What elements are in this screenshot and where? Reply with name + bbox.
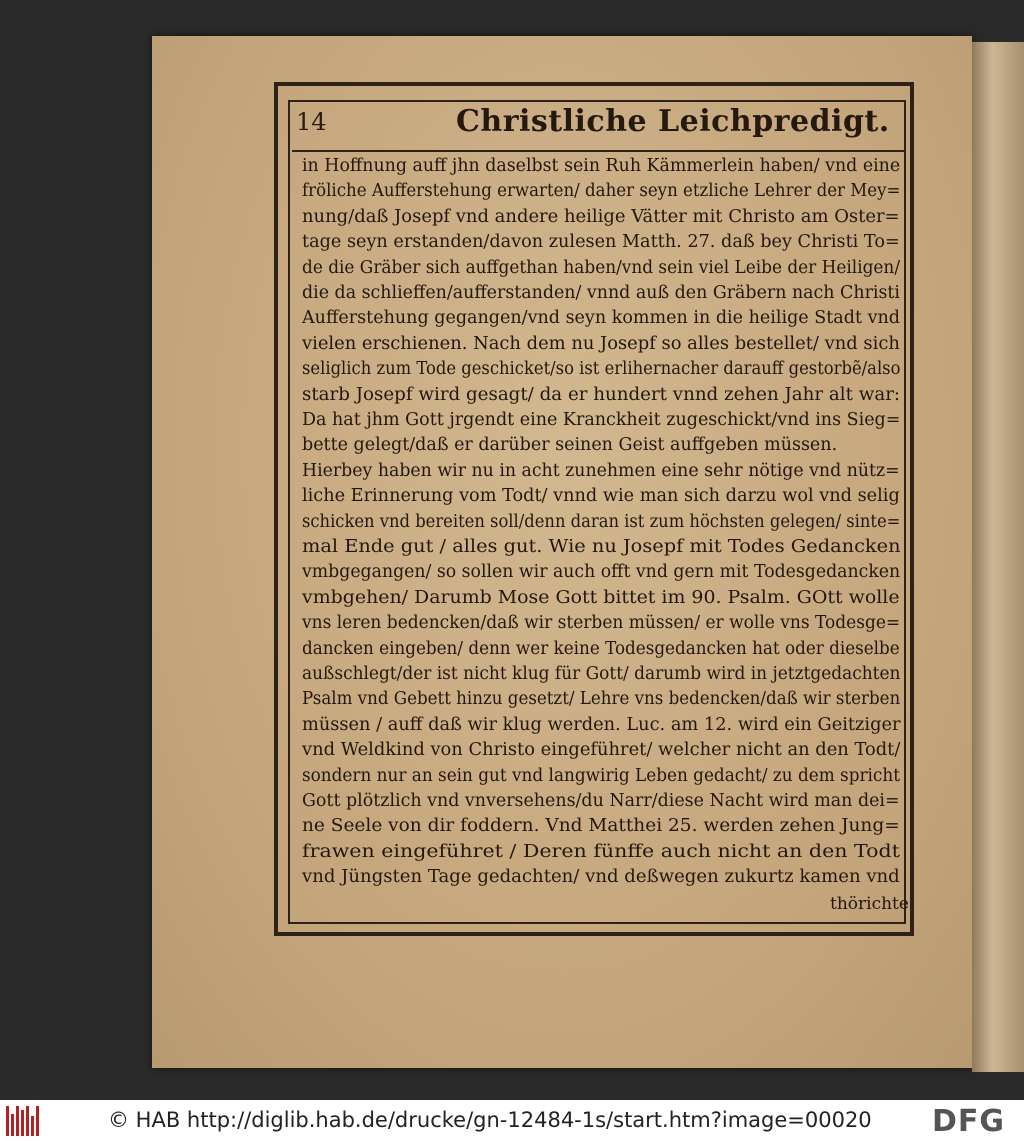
text-line: in Hoffnung auff jhn daselbst sein Ruh Kämmerlein haben/ vnd eine <box>302 156 901 176</box>
viewer-footer <box>0 1100 1024 1141</box>
text-line: de die Gräber sich auffgethan haben/vnd sein viel Leibe der Heiligen/ <box>302 257 901 278</box>
text-line: ne Seele von dir foddern. Vnd Matthei 25. werden zehen Jung= <box>302 816 900 837</box>
text-line: fröliche Aufferstehung erwarten/ daher seyn etzliche Lehrer der Mey= <box>302 181 901 202</box>
text-line: vmbgegangen/ so sollen wir auch offt vnd gern mit Todesgedancken <box>302 562 901 583</box>
text-line: vnd Weldkind von Christo eingeführet/ welcher nicht an den Todt/ <box>302 740 901 761</box>
text-line: sondern nur an sein gut vnd langwirig Leben gedacht/ zu dem spricht <box>302 765 900 786</box>
text-line: frawen eingeführet / Deren fünffe auch nicht an den Todt <box>302 841 900 862</box>
text-line: müssen / auff daß wir klug werden. Luc. am 12. wird ein Geitziger <box>302 714 901 735</box>
body-text <box>302 152 904 892</box>
catchword: thörichte <box>830 894 909 914</box>
text-line: nung/daß Josepf vnd andere heilige Vätter mit Christo am Oster= <box>302 206 900 227</box>
text-line: Hierbey haben wir nu in acht zunehmen eine sehr nötige vnd nütz= <box>302 460 900 481</box>
text-line: tage seyn erstanden/davon zulesen Matth. 27. daß bey Christi To= <box>302 232 900 253</box>
text-line: vielen erschienen. Nach dem nu Josepf so alles bestellet/ vnd sich <box>302 333 900 354</box>
text-line: vnd Jüngsten Tage gedachten/ vnd deßwegen zukurtz kamen vnd <box>302 867 900 888</box>
running-head: Christliche Leichpredigt. <box>456 104 890 139</box>
copyright-link[interactable]: © HAB http://diglib.hab.de/drucke/gn-12484-1s/start.htm?image=00020 <box>108 1108 872 1132</box>
text-line: liche Erinnerung vom Todt/ vnnd wie man sich darzu wol vnd selig <box>302 486 900 507</box>
text-line: Psalm vnd Gebett hinzu gesetzt/ Lehre vns bedencken/daß wir sterben <box>302 689 901 710</box>
text-line: außschlegt/der ist nicht klug für Gott/ darumb wird in jetztgedachten <box>302 664 901 684</box>
text-line: vns leren bedencken/daß wir sterben müssen/ er wolle vns Todesge= <box>302 613 901 634</box>
page-number: 14 <box>296 108 327 136</box>
dfg-logo: DFG <box>932 1104 1006 1139</box>
text-line: Da hat jhm Gott jrgendt eine Kranckheit zugeschickt/vnd ins Sieg= <box>302 410 901 430</box>
text-line: starb Josepf wird gesagt/ da er hundert vnnd zehen Jahr alt war: <box>302 384 901 405</box>
hab-logo-icon <box>6 1106 46 1136</box>
text-line: die da schlieffen/aufferstanden/ vnnd auß den Gräbern nach Christi <box>302 283 900 303</box>
text-line: Gott plötzlich vnd vnversehens/du Narr/diese Nacht wird man dei= <box>302 791 900 811</box>
text-line: vmbgehen/ Darumb Mose Gott bittet im 90. Psalm. GOtt wolle <box>302 587 900 608</box>
next-page-edge <box>972 42 1024 1072</box>
text-line: Aufferstehung gegangen/vnd seyn kommen in die heilige Stadt vnd <box>302 308 900 329</box>
text-line: seliglich zum Tode geschicket/so ist erlihernacher darauff gestorbẽ/also <box>302 359 901 380</box>
text-line: bette gelegt/daß er darüber seinen Geist auffgeben müssen. <box>302 435 838 456</box>
text-line: schicken vnd bereiten soll/denn daran ist zum höchsten gelegen/ sinte= <box>302 511 901 532</box>
text-line: mal Ende gut / alles gut. Wie nu Josepf mit Todes Gedancken <box>302 537 901 557</box>
text-line: dancken eingeben/ denn wer keine Todesgedancken hat oder dieselbe <box>302 638 900 659</box>
